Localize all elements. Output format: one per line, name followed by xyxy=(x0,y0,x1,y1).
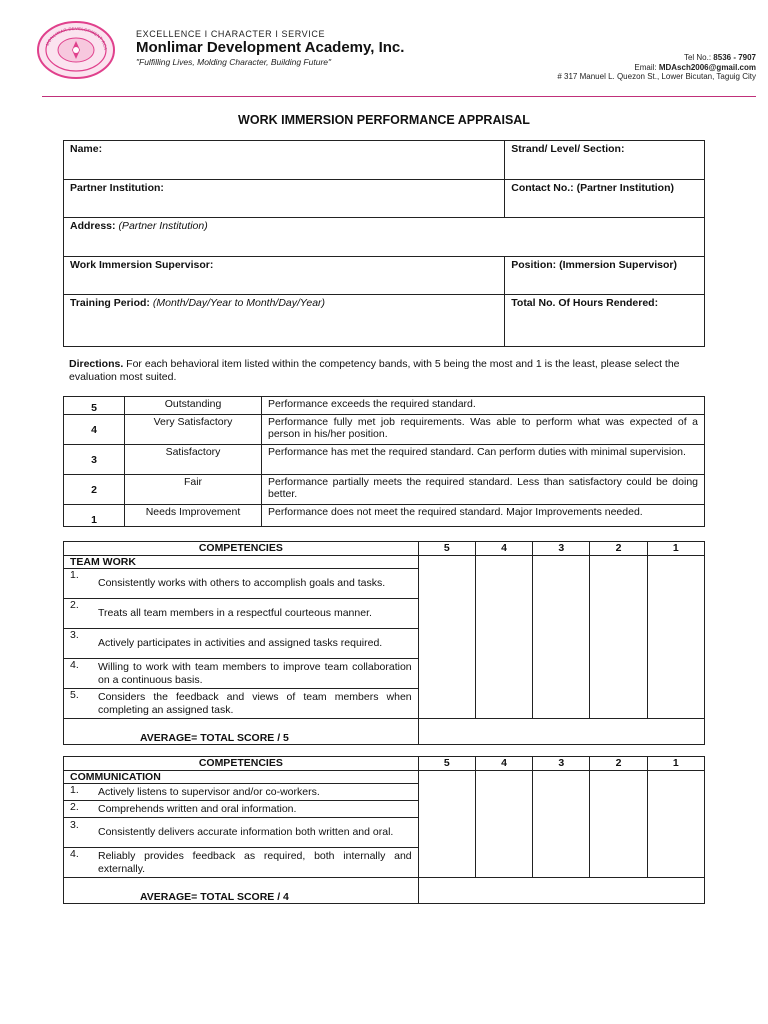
score-col-header: 2 xyxy=(590,542,647,556)
email-value: MDAsch2006@gmail.com xyxy=(658,62,756,72)
score-cell[interactable] xyxy=(590,555,647,719)
score-col-header: 1 xyxy=(647,542,704,556)
competency-item xyxy=(64,801,419,818)
competencies-header: COMPETENCIES xyxy=(64,757,419,771)
score-col-header: 4 xyxy=(475,757,532,771)
score-col-header: 3 xyxy=(533,757,590,771)
item-text: Treats all team members in a respectful courteous manner. xyxy=(98,607,372,620)
strand-field[interactable] xyxy=(505,141,705,180)
item-number: 4. xyxy=(70,848,79,860)
item-number: 3. xyxy=(70,819,79,831)
scale-number: 1 xyxy=(64,505,125,527)
scale-row xyxy=(64,475,705,505)
rating-scale-table xyxy=(63,396,705,527)
item-text: Reliably provides feedback as required, both internally and externally. xyxy=(98,850,412,875)
name-field[interactable] xyxy=(64,141,505,180)
document-title: WORK IMMERSION PERFORMANCE APPRAISAL xyxy=(238,113,530,127)
school-tagline: "Fulfilling Lives, Molding Character, Building Future" xyxy=(136,57,332,67)
scale-number: 2 xyxy=(64,475,125,505)
scale-row xyxy=(64,415,705,445)
score-col-header: 3 xyxy=(533,542,590,556)
school-name: Monlimar Development Academy, Inc. xyxy=(136,39,405,56)
scale-row xyxy=(64,505,705,527)
address-field[interactable] xyxy=(64,218,705,257)
scale-description: Performance partially meets the required standard. Less than satisfactory could be doing better. xyxy=(262,475,705,505)
score-cell[interactable] xyxy=(590,770,647,878)
position-field[interactable] xyxy=(505,257,705,295)
score-col-header: 4 xyxy=(475,542,532,556)
average-row xyxy=(64,878,705,904)
score-cell[interactable] xyxy=(475,770,532,878)
communication-competency-table xyxy=(63,756,705,904)
competency-item xyxy=(64,569,419,599)
item-text: Willing to work with team members to improve team collaboration on a continuous basis. xyxy=(98,661,412,686)
position-label: Position: (Immersion Supervisor) xyxy=(511,259,677,271)
category-label: COMMUNICATION xyxy=(64,770,419,784)
score-col-header: 5 xyxy=(418,757,475,771)
item-number: 2. xyxy=(70,801,79,813)
competency-item xyxy=(64,689,419,719)
score-cell[interactable] xyxy=(647,770,704,878)
scale-rating: Satisfactory xyxy=(125,445,262,475)
competency-item xyxy=(64,599,419,629)
scale-rating: Very Satisfactory xyxy=(125,415,262,445)
item-number: 3. xyxy=(70,629,79,641)
school-motto: EXCELLENCE I CHARACTER I SERVICE xyxy=(136,29,326,39)
scale-description: Performance exceeds the required standard. xyxy=(262,397,705,415)
address-line: # 317 Manuel L. Quezon St., Lower Bicutan, Taguig City xyxy=(557,72,756,81)
score-cell[interactable] xyxy=(418,555,475,719)
directions-lead: Directions. xyxy=(69,358,124,370)
item-text: Considers the feedback and views of team members when completing an assigned task. xyxy=(98,691,412,716)
item-number: 2. xyxy=(70,599,79,611)
scale-description: Performance has met the required standard. Can perform duties with minimal supervision. xyxy=(262,445,705,475)
category-label: TEAM WORK xyxy=(64,555,419,569)
score-col-header: 5 xyxy=(418,542,475,556)
supervisor-label: Work Immersion Supervisor: xyxy=(70,259,214,271)
partner-field[interactable] xyxy=(64,180,505,218)
score-col-header: 2 xyxy=(590,757,647,771)
competencies-header: COMPETENCIES xyxy=(64,542,419,556)
item-number: 1. xyxy=(70,784,79,796)
scale-number: 4 xyxy=(64,415,125,445)
item-number: 5. xyxy=(70,689,79,701)
directions-text xyxy=(69,358,701,383)
score-cell[interactable] xyxy=(533,555,590,719)
school-seal-logo xyxy=(36,20,116,80)
competency-item xyxy=(64,629,419,659)
scale-rating: Fair xyxy=(125,475,262,505)
competency-item xyxy=(64,818,419,848)
header-divider xyxy=(42,96,756,97)
directions-body: For each behavioral item listed within the competency bands, with 5 being the most and 1 is the least, please select the evaluation most suited. xyxy=(69,358,680,383)
scale-row xyxy=(64,445,705,475)
seal-text: MONLIMAR DEVELOPMENT ACA xyxy=(44,25,109,51)
address-label: Address: xyxy=(70,220,116,232)
competency-header-row xyxy=(64,757,705,771)
hours-label: Total No. Of Hours Rendered: xyxy=(511,297,659,309)
hours-field[interactable] xyxy=(505,295,705,347)
item-number: 1. xyxy=(70,569,79,581)
score-cell[interactable] xyxy=(475,555,532,719)
scale-number: 3 xyxy=(64,445,125,475)
competency-header-row xyxy=(64,542,705,556)
contact-label: Contact No.: (Partner Institution) xyxy=(511,182,675,194)
training-field[interactable] xyxy=(64,295,505,347)
item-number: 4. xyxy=(70,659,79,671)
partner-label: Partner Institution: xyxy=(70,182,164,194)
score-cell[interactable] xyxy=(533,770,590,878)
average-label: AVERAGE= TOTAL SCORE / 4 xyxy=(64,878,419,904)
score-cell[interactable] xyxy=(418,770,475,878)
email-line xyxy=(557,63,756,73)
average-score-cell[interactable] xyxy=(418,719,704,745)
training-sub: (Month/Day/Year to Month/Day/Year) xyxy=(152,297,326,309)
scale-description: Performance does not meet the required standard. Major Improvements needed. xyxy=(262,505,705,527)
strand-label: Strand/ Level/ Section: xyxy=(511,143,625,155)
contact-block xyxy=(557,53,756,82)
scale-number: 5 xyxy=(64,397,125,415)
training-label: Training Period: xyxy=(70,297,150,309)
item-text: Comprehends written and oral information. xyxy=(98,802,297,815)
scale-rating: Needs Improvement xyxy=(125,505,262,527)
email-label: Email: xyxy=(634,62,659,72)
contact-field[interactable] xyxy=(505,180,705,218)
competency-item xyxy=(64,784,419,801)
student-info-table xyxy=(63,140,705,347)
average-score-cell[interactable] xyxy=(418,878,704,904)
score-cell[interactable] xyxy=(647,555,704,719)
average-label: AVERAGE= TOTAL SCORE / 5 xyxy=(64,719,419,745)
scale-description: Performance fully met job requirements. Was able to perform what was expected of a person in his/her position. xyxy=(262,415,705,445)
supervisor-field[interactable] xyxy=(64,257,505,295)
scale-rating: Outstanding xyxy=(125,397,262,415)
tel-value: 8536 - 7907 xyxy=(713,53,756,62)
category-row xyxy=(64,770,705,784)
address-sub: (Partner Institution) xyxy=(118,220,208,232)
score-col-header: 1 xyxy=(647,757,704,771)
item-text: Actively participates in activities and assigned tasks required. xyxy=(98,637,383,650)
competency-item xyxy=(64,659,419,689)
tel-label: Tel No.: xyxy=(683,53,714,62)
item-text: Consistently delivers accurate information both written and oral. xyxy=(98,826,394,838)
competency-item xyxy=(64,848,419,878)
item-text: Actively listens to supervisor and/or co-workers. xyxy=(98,785,320,798)
telephone-line xyxy=(557,53,756,63)
average-row xyxy=(64,719,705,745)
item-text: Consistently works with others to accomplish goals and tasks. xyxy=(98,577,386,590)
name-label: Name: xyxy=(70,143,103,155)
teamwork-competency-table xyxy=(63,541,705,745)
category-row xyxy=(64,555,705,569)
scale-row xyxy=(64,397,705,415)
